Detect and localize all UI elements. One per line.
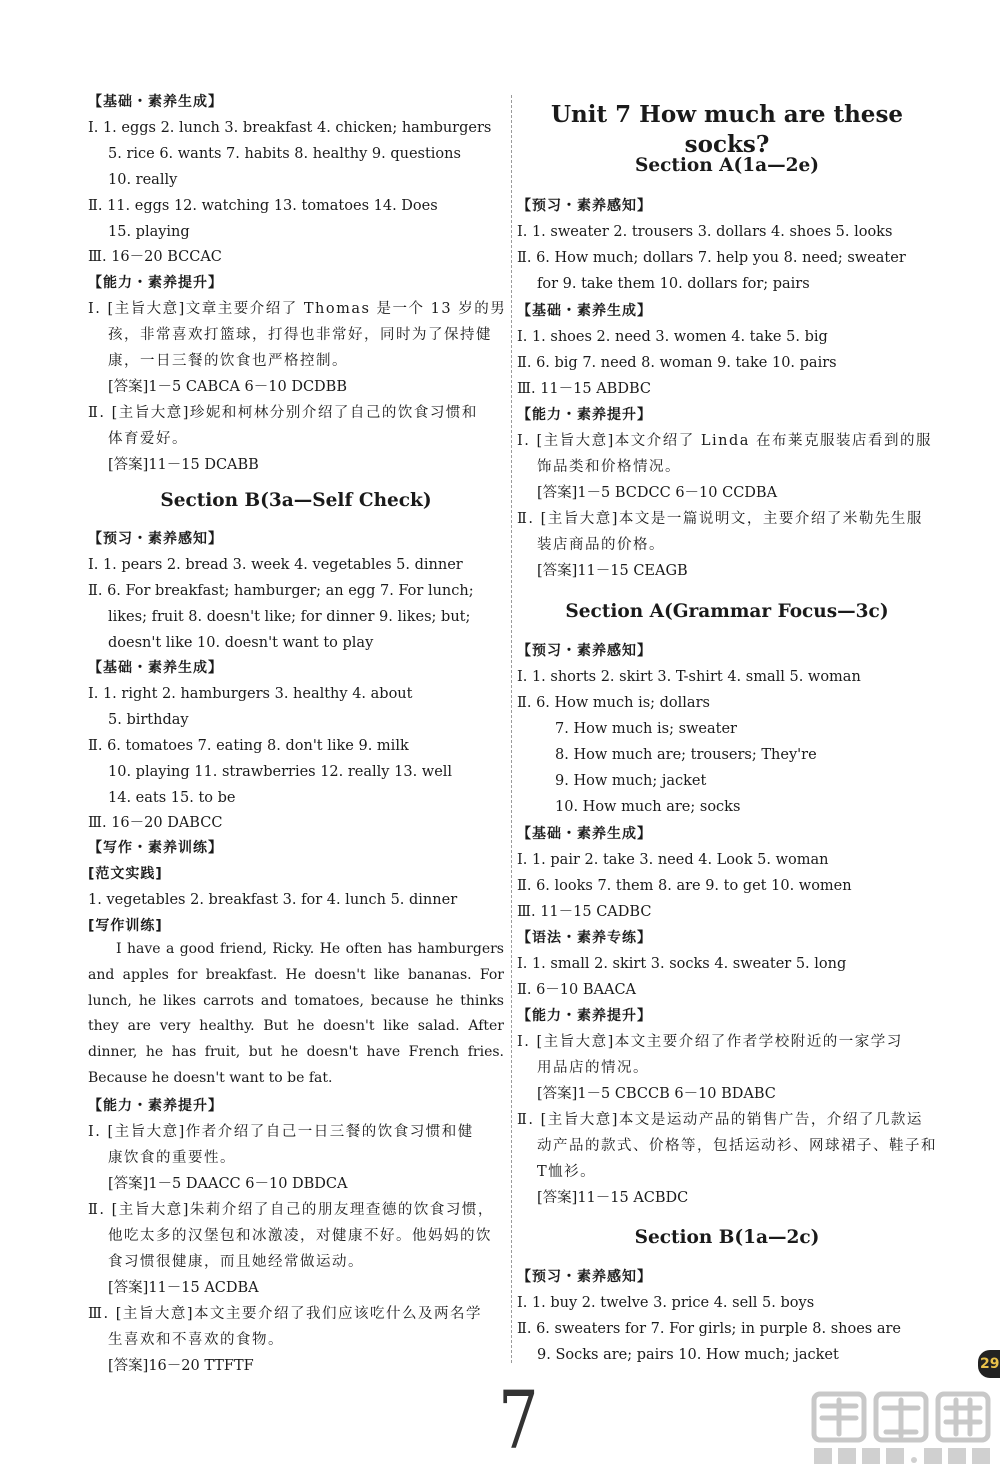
answer-key-line: [答案]1－5 DAACC 6－10 DBDCA bbox=[108, 1176, 348, 1192]
subsection-heading: [写作训练] bbox=[88, 918, 163, 934]
answer-line: 10. really bbox=[108, 172, 178, 188]
section-heading: 【预习・素养感知】 bbox=[88, 531, 223, 547]
summary-line: Ⅰ. [主旨大意]本文主要介绍了作者学校附近的一家学习 bbox=[517, 1034, 903, 1050]
answer-key-line: [答案]1－5 CABCA 6－10 DCDBB bbox=[108, 379, 347, 395]
page-corner-number: 29 bbox=[978, 1350, 1000, 1378]
summary-line: 康饮食的重要性。 bbox=[108, 1150, 236, 1166]
answer-key-line: [答案]1－5 CBCCB 6－10 BDABC bbox=[537, 1086, 776, 1102]
section-heading: 【基础・素养生成】 bbox=[88, 94, 223, 110]
section-heading: 【预习・素养感知】 bbox=[517, 198, 652, 214]
answer-line: 5. birthday bbox=[108, 712, 189, 728]
answer-line: 9. How much; jacket bbox=[555, 773, 707, 789]
section-title: Section B(3a—Self Check) bbox=[160, 490, 432, 511]
answer-line: Ⅱ. 11. eggs 12. watching 13. tomatoes 14. Does bbox=[88, 198, 438, 214]
summary-line: 孩，非常喜欢打篮球，打得也非常好，同时为了保持健 bbox=[108, 327, 492, 343]
answer-key-line: [答案]1－5 BCDCC 6－10 CCDBA bbox=[537, 485, 778, 501]
answer-line: Ⅰ. 1. pears 2. bread 3. week 4. vegetables 5. dinner bbox=[88, 557, 463, 573]
answer-key-line: [答案]11－15 ACDBA bbox=[108, 1280, 259, 1296]
model-essay: I have a good friend, Ricky. He often has hamburgers and apples for breakfast. He doesn't like bananas. For lunch, he likes carrots and tomatoes, because he thinks they are very healthy. But he doesn't like salad. After dinner, he has fruit, but he doesn't have French fries. Because he doesn't want to be fat. bbox=[88, 941, 504, 1086]
section-heading: 【能力・素养提升】 bbox=[517, 1008, 652, 1024]
section-heading: 【预习・素养感知】 bbox=[517, 643, 652, 659]
answer-line: Ⅱ. 6. looks 7. them 8. are 9. to get 10. women bbox=[517, 878, 852, 894]
summary-line: Ⅰ. [主旨大意]文章主要介绍了 Thomas 是一个 13 岁的男 bbox=[88, 301, 507, 317]
answer-line: 5. rice 6. wants 7. habits 8. healthy 9. questions bbox=[108, 146, 461, 162]
answer-line: 10. playing 11. strawberries 12. really 13. well bbox=[108, 764, 453, 780]
answer-line: Ⅰ. 1. pair 2. take 3. need 4. Look 5. woman bbox=[517, 852, 829, 868]
section-heading: 【能力・素养提升】 bbox=[517, 407, 652, 423]
section-title: Section B(1a—2c) bbox=[634, 1227, 820, 1248]
answer-line: Ⅲ. 11－15 CADBC bbox=[517, 904, 652, 920]
section-heading: 【基础・素养生成】 bbox=[517, 826, 652, 842]
answer-line: 8. How much are; trousers; They're bbox=[555, 747, 817, 763]
section-heading: 【预习・素养感知】 bbox=[517, 1269, 652, 1285]
answer-line: Ⅰ. 1. right 2. hamburgers 3. healthy 4. about bbox=[88, 686, 413, 702]
answer-line: Ⅰ. 1. sweater 2. trousers 3. dollars 4. shoes 5. looks bbox=[517, 224, 893, 240]
answer-line: Ⅲ. 11－15 ABDBC bbox=[517, 381, 651, 397]
summary-line: Ⅰ. [主旨大意]本文介绍了 Linda 在布莱克服装店看到的服 bbox=[517, 433, 933, 449]
handwritten-page-number: 7 bbox=[498, 1374, 539, 1468]
summary-line: 生喜欢和不喜欢的食物。 bbox=[108, 1332, 284, 1348]
summary-line: 用品店的情况。 bbox=[537, 1060, 649, 1076]
answer-line: Ⅱ. 6. How much is; dollars bbox=[517, 695, 710, 711]
answer-line: 7. How much is; sweater bbox=[555, 721, 737, 737]
answer-line: Ⅲ. 16－20 BCCAC bbox=[88, 249, 222, 265]
answer-line: Ⅱ. 6. tomatoes 7. eating 8. don't like 9. milk bbox=[88, 738, 409, 754]
answer-line: 1. vegetables 2. breakfast 3. for 4. lunch 5. dinner bbox=[88, 892, 458, 908]
answer-line: Ⅰ. 1. eggs 2. lunch 3. breakfast 4. chicken; hamburgers bbox=[88, 120, 492, 136]
answer-line: 9. Socks are; pairs 10. How much; jacket bbox=[537, 1347, 839, 1363]
summary-line: 动产品的款式、价格等，包括运动衫、网球裙子、鞋子和 bbox=[537, 1138, 937, 1154]
answer-line: for 9. take them 10. dollars for; pairs bbox=[537, 276, 810, 292]
section-heading: 【基础・素养生成】 bbox=[88, 660, 223, 676]
answer-line: 10. How much are; socks bbox=[555, 799, 741, 815]
answer-line: 14. eats 15. to be bbox=[108, 790, 236, 806]
section-heading: 【能力・素养提升】 bbox=[88, 1098, 223, 1114]
summary-line: Ⅱ. [主旨大意]珍妮和柯林分别介绍了自己的饮食习惯和 bbox=[88, 405, 478, 421]
section-title: Section A(1a—2e) bbox=[634, 155, 820, 176]
answer-line: 15. playing bbox=[108, 224, 190, 240]
section-heading: 【写作・素养训练】 bbox=[88, 840, 223, 856]
summary-line: 装店商品的价格。 bbox=[537, 537, 665, 553]
summary-line: Ⅱ. [主旨大意]朱莉介绍了自己的朋友理查德的饮食习惯， bbox=[88, 1202, 494, 1218]
answer-line: Ⅲ. 16－20 DABCC bbox=[88, 815, 223, 831]
subsection-heading: [范文实践] bbox=[88, 866, 163, 882]
answer-line: Ⅰ. 1. shoes 2. need 3. women 4. take 5. big bbox=[517, 329, 828, 345]
answer-line: Ⅱ. 6. How much; dollars 7. help you 8. need; sweater bbox=[517, 250, 906, 266]
summary-line: Ⅰ. [主旨大意]作者介绍了自己一日三餐的饮食习惯和健 bbox=[88, 1124, 474, 1140]
section-heading: 【能力・素养提升】 bbox=[88, 275, 223, 291]
summary-line: 饰品类和价格情况。 bbox=[537, 459, 681, 475]
answer-line: Ⅰ. 1. shorts 2. skirt 3. T-shirt 4. small 5. woman bbox=[517, 669, 861, 685]
watermark-logo bbox=[800, 1388, 1000, 1470]
summary-line: Ⅲ. [主旨大意]本文主要介绍了我们应该吃什么及两名学 bbox=[88, 1306, 483, 1322]
answer-line: Ⅰ. 1. small 2. skirt 3. socks 4. sweater 5. long bbox=[517, 956, 847, 972]
summary-line: 康，一日三餐的饮食也严格控制。 bbox=[108, 353, 348, 369]
section-heading: 【语法・素养专练】 bbox=[517, 930, 652, 946]
column-divider bbox=[511, 95, 512, 1363]
summary-line: 体育爱好。 bbox=[108, 431, 188, 447]
section-title: Section A(Grammar Focus—3c) bbox=[565, 601, 889, 622]
summary-line: Ⅱ. [主旨大意]本文是一篇说明文，主要介绍了米勒先生服 bbox=[517, 511, 923, 527]
summary-line: 食习惯很健康，而且她经常做运动。 bbox=[108, 1254, 364, 1270]
answer-line: doesn't like 10. doesn't want to play bbox=[108, 635, 374, 651]
answer-line: likes; fruit 8. doesn't like; for dinner 9. likes; but; bbox=[108, 609, 471, 625]
answer-line: Ⅱ. 6. big 7. need 8. woman 9. take 10. pairs bbox=[517, 355, 837, 371]
answer-key-line: [答案]11－15 ACBDC bbox=[537, 1190, 689, 1206]
answer-key-line: [答案]16－20 TTFTF bbox=[108, 1358, 254, 1374]
answer-line: Ⅱ. 6. For breakfast; hamburger; an egg 7. For lunch; bbox=[88, 583, 474, 599]
summary-line: 他吃太多的汉堡包和冰激凌，对健康不好。他妈妈的饮 bbox=[108, 1228, 492, 1244]
answer-key-line: [答案]11－15 DCABB bbox=[108, 457, 259, 473]
answer-line: Ⅱ. 6－10 BAACA bbox=[517, 982, 637, 998]
summary-line: Ⅱ. [主旨大意]本文是运动产品的销售广告，介绍了几款运 bbox=[517, 1112, 923, 1128]
answer-key-line: [答案]11－15 CEAGB bbox=[537, 563, 688, 579]
summary-line: T恤衫。 bbox=[537, 1164, 597, 1180]
answer-line: Ⅱ. 6. sweaters for 7. For girls; in purple 8. shoes are bbox=[517, 1321, 902, 1337]
answer-line: Ⅰ. 1. buy 2. twelve 3. price 4. sell 5. boys bbox=[517, 1295, 815, 1311]
unit-title: Unit 7 How much are these socks? bbox=[550, 101, 904, 158]
section-heading: 【基础・素养生成】 bbox=[517, 303, 652, 319]
